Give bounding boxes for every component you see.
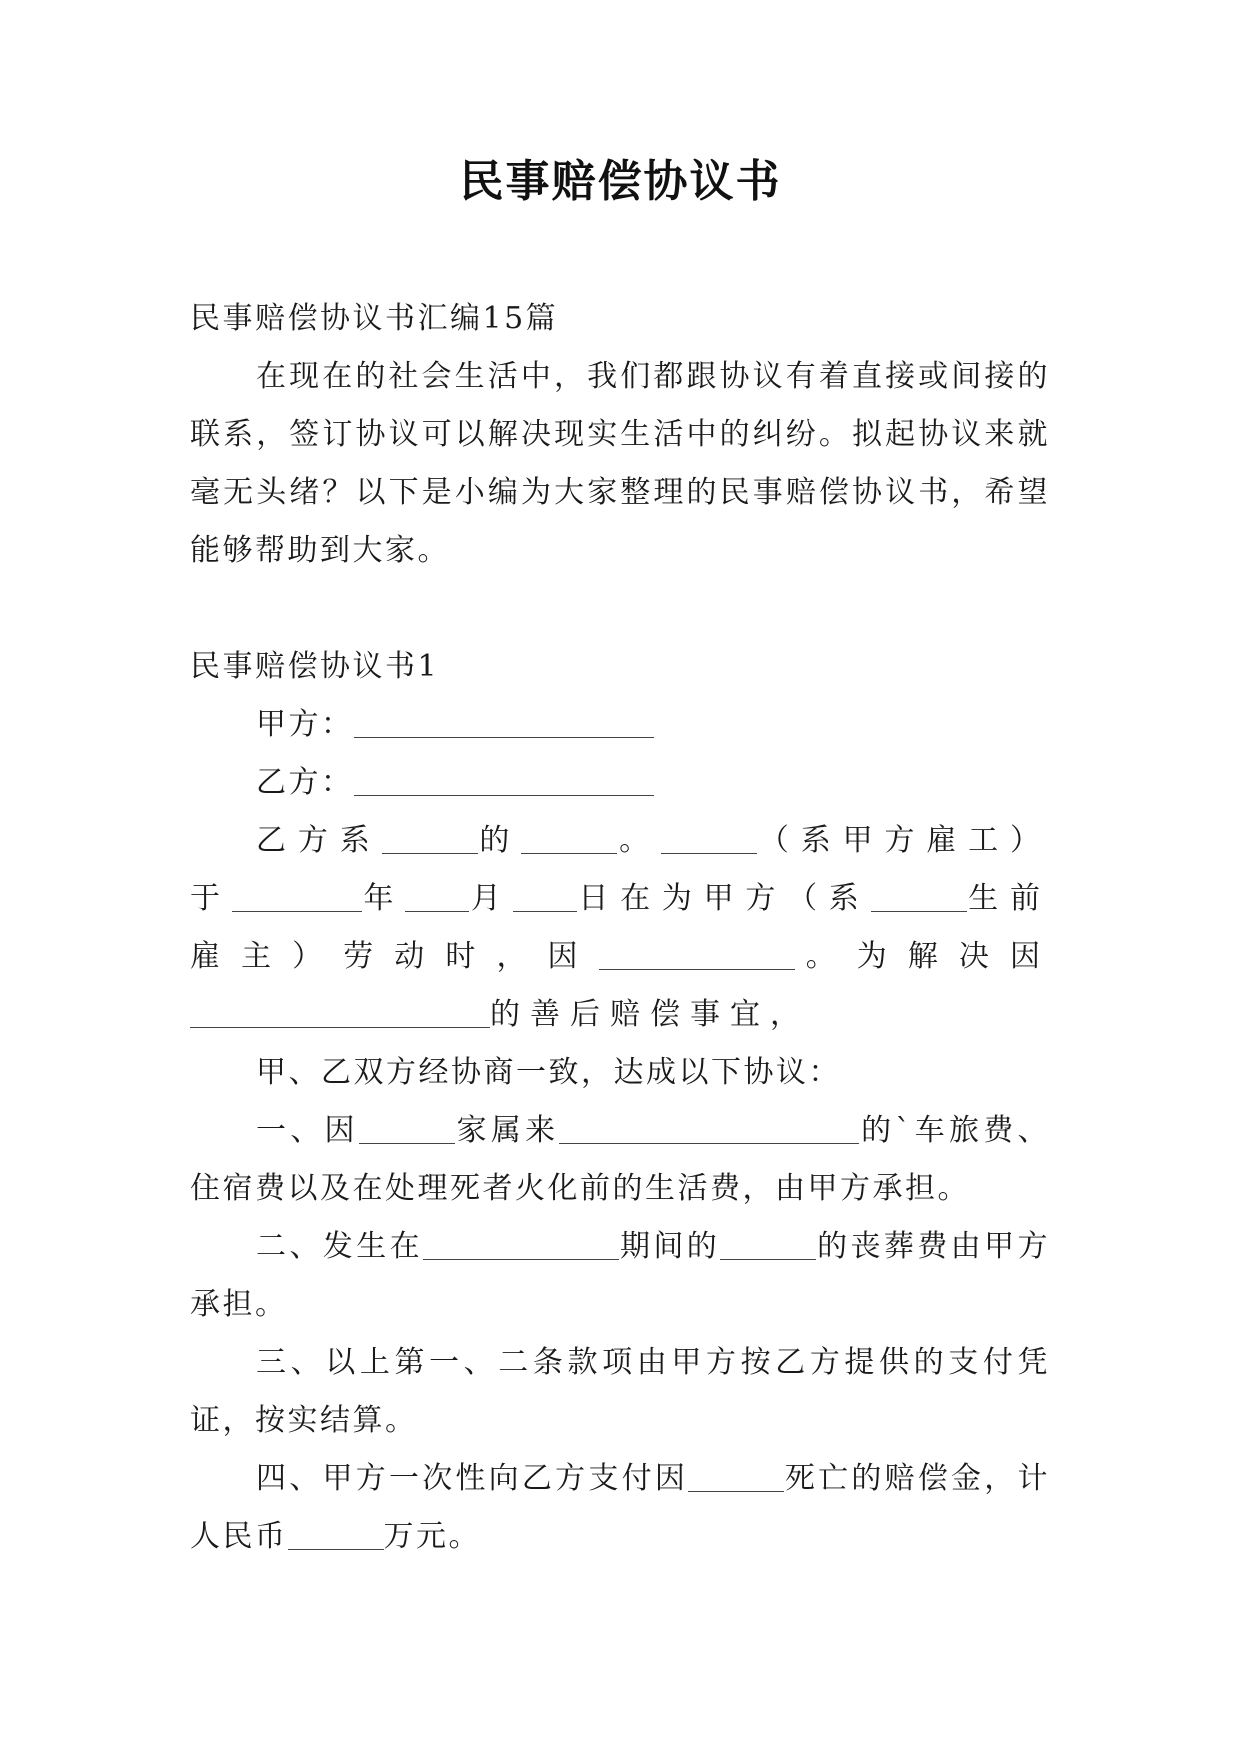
party-a-line	[190, 696, 1050, 754]
agreement-line: 甲、乙双方经协商一致，达成以下协议：	[256, 1055, 841, 1090]
clause-intro-text: 乙方系	[256, 823, 382, 858]
blank-field	[521, 821, 617, 854]
clause-4-text: 万元。	[383, 1519, 481, 1554]
party-b-label: 乙方：	[256, 765, 354, 800]
party-a-label: 甲方：	[256, 707, 354, 742]
clause-intro-text: 。为解决因	[794, 939, 1051, 974]
clause-2	[190, 1218, 1050, 1334]
clause-1	[190, 1102, 1050, 1218]
collection-heading: 民事赔偿协议书汇编15篇	[190, 301, 559, 336]
clause-intro-text: 日在为甲方（系	[576, 881, 871, 916]
clause-1-text: 一、因	[256, 1113, 359, 1148]
blank-field	[661, 821, 757, 854]
blank-field	[405, 879, 469, 912]
blank-field	[720, 1227, 816, 1260]
clause-4-text: 四、甲方一次性向乙方支付因	[256, 1461, 689, 1496]
blank-field	[423, 1227, 619, 1260]
clause-intro-paragraph	[190, 812, 1050, 1044]
clause-intro-text: 的	[477, 823, 522, 858]
section-heading: 民事赔偿协议书1	[190, 649, 440, 684]
clause-2-text: 期间的	[619, 1229, 721, 1264]
clause-4-text: 死亡的赔偿金，计人民币	[190, 1461, 1051, 1554]
paragraph-gap	[190, 580, 1050, 638]
blank-field	[513, 879, 577, 912]
clause-intro-text: 年	[361, 881, 406, 916]
document-body	[190, 290, 1050, 1566]
clause-1-text: 家属来	[454, 1113, 560, 1148]
clause-intro-text: 的善后赔偿事宜，	[490, 997, 810, 1032]
blank-field	[190, 995, 490, 1028]
clause-intro-text: 生前雇主）劳动时，因	[190, 881, 1051, 974]
party-b-line	[190, 754, 1050, 812]
blank-field	[382, 821, 478, 854]
clause-2-text: 二、发生在	[256, 1229, 424, 1264]
blank-field	[871, 879, 967, 912]
intro-paragraph: 在现在的社会生活中，我们都跟协议有着直接或间接的联系，签订协议可以解决现实生活中的纠纷。拟起协议来就毫无头绪？以下是小编为大家整理的民事赔偿协议书，希望能够帮助到大家。	[190, 359, 1050, 568]
clause-2-text: 的丧葬费由甲方承担。	[190, 1229, 1050, 1322]
clause-intro-text: 月	[469, 881, 513, 916]
clause-3: 三、以上第一、二条款项由甲方按乙方提供的支付凭证，按实结算。	[190, 1345, 1050, 1438]
clause-intro-text: （系甲方雇工）于	[190, 823, 1051, 916]
blank-field	[232, 879, 362, 912]
clause-intro-text: 。	[617, 823, 662, 858]
document-title: 民事赔偿协议书	[459, 156, 782, 207]
blank-field	[359, 1111, 455, 1144]
blank-field	[688, 1459, 784, 1492]
blank-field	[559, 1111, 859, 1144]
party-b-blank	[354, 763, 654, 796]
blank-field	[288, 1517, 384, 1550]
clause-1-text: 的`车旅费、住宿费以及在处理死者火化前的生活费，由甲方承担。	[190, 1113, 1051, 1206]
party-a-blank	[354, 705, 654, 738]
blank-field	[599, 937, 795, 970]
clause-4	[190, 1450, 1050, 1566]
